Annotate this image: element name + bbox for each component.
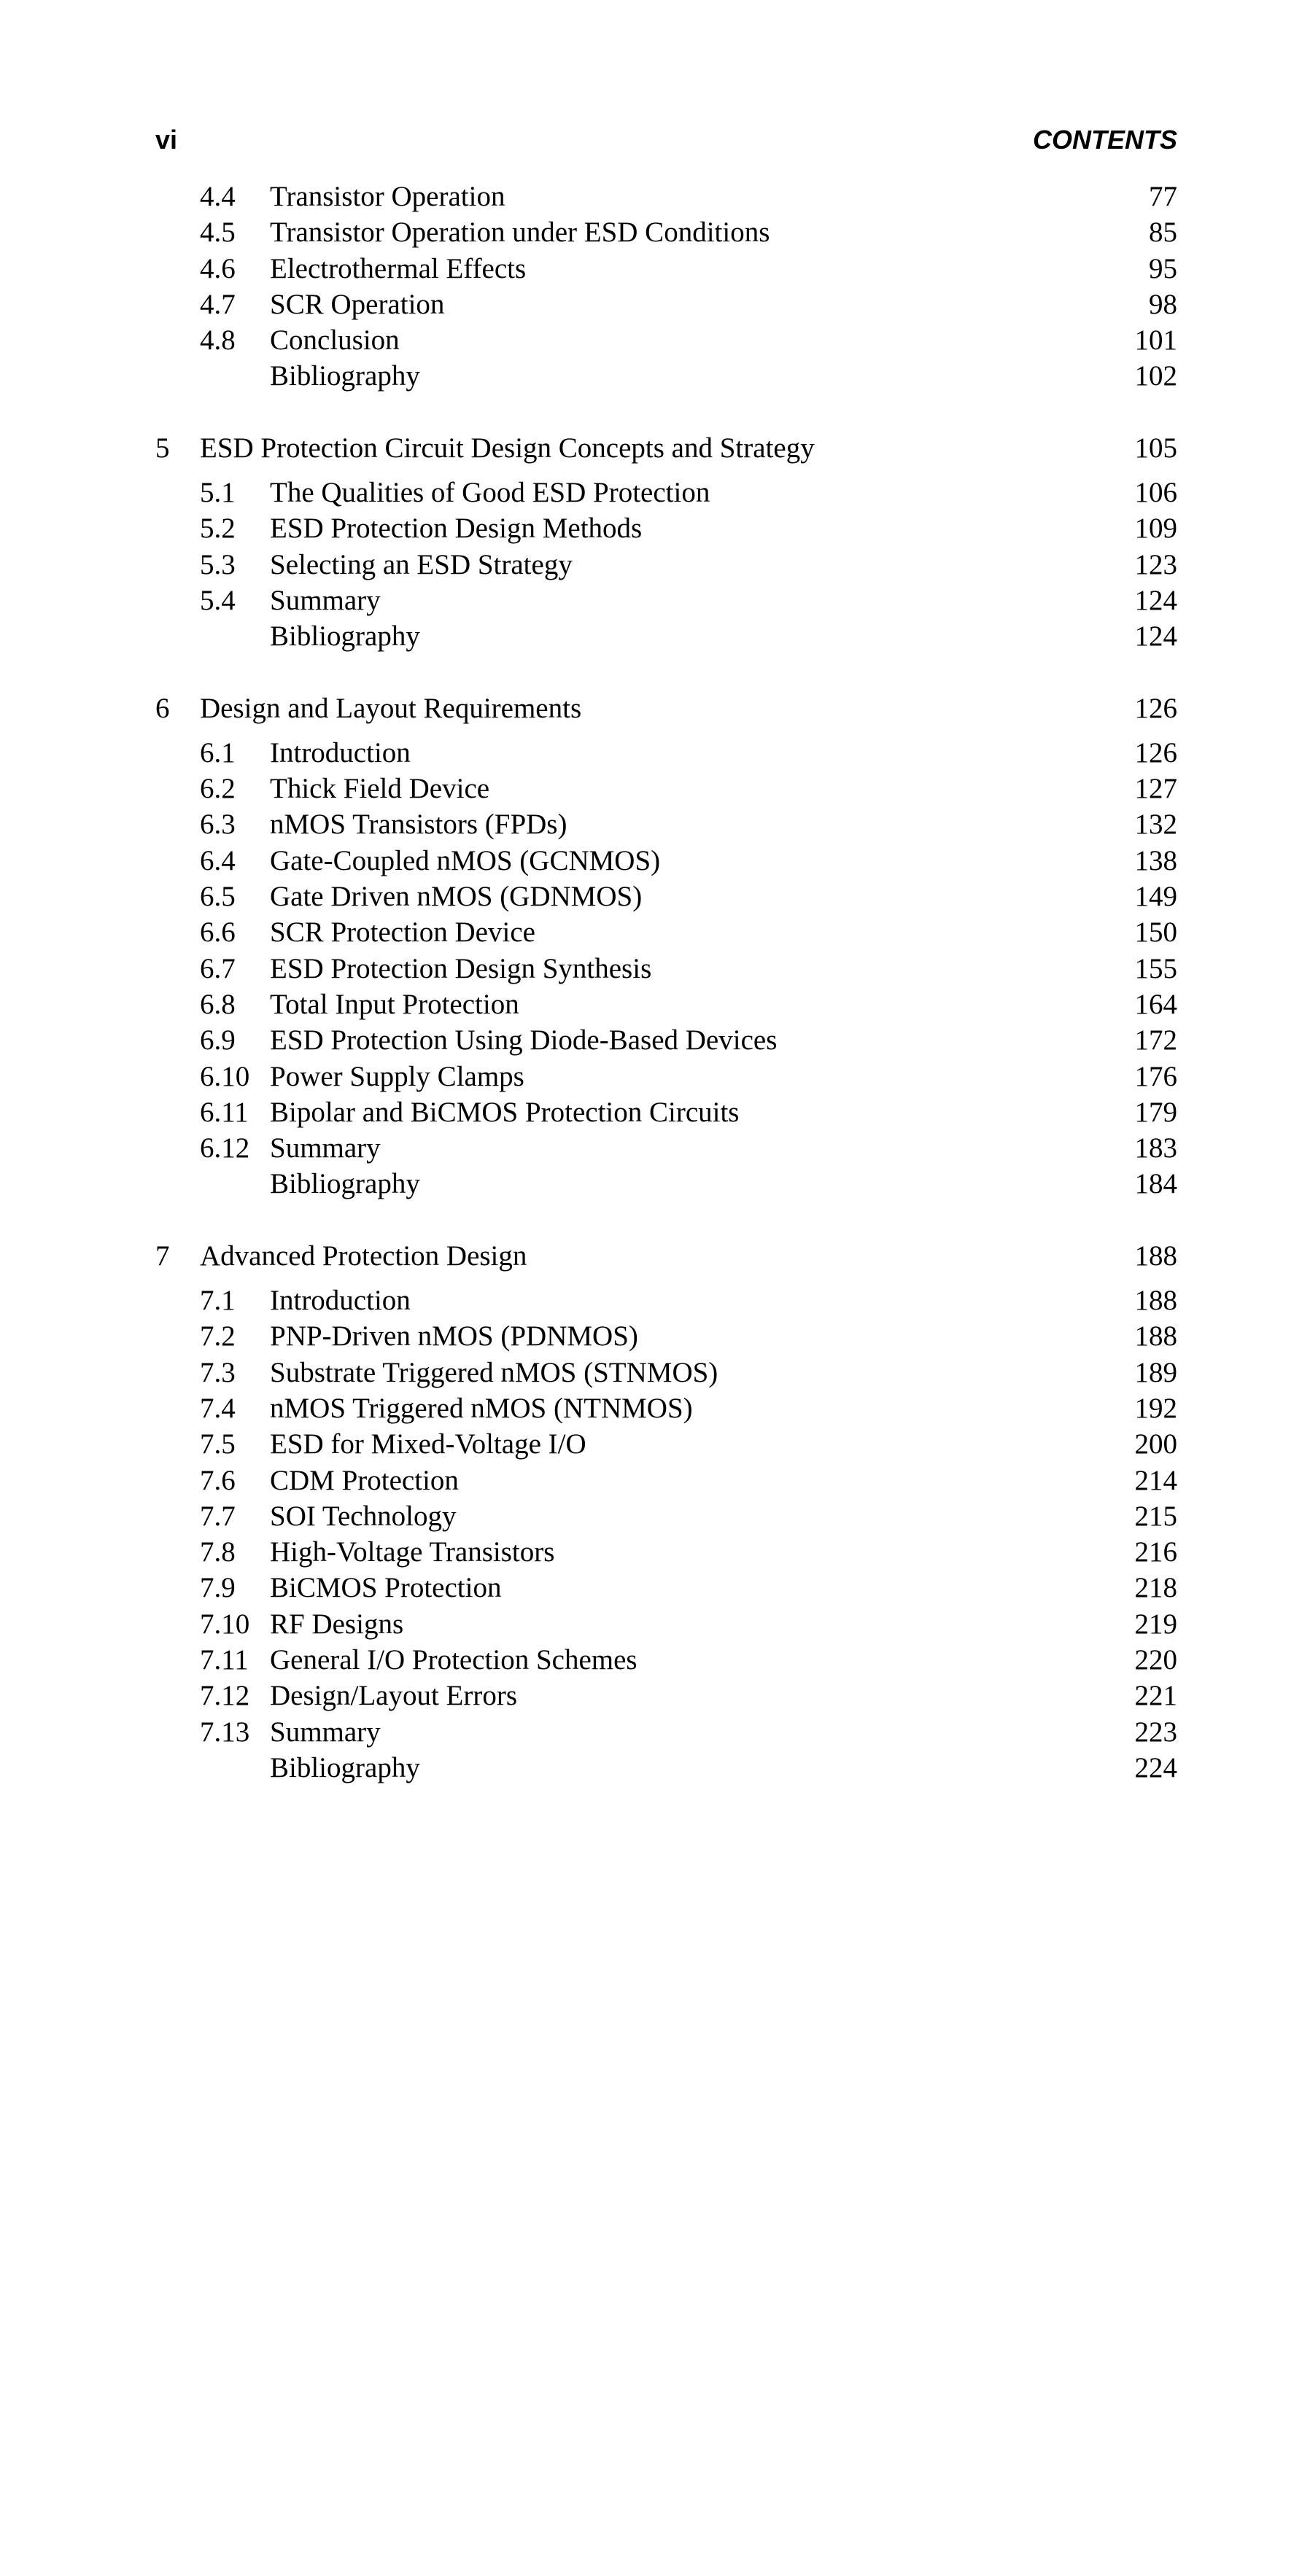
section-number: 5.2 <box>200 513 236 545</box>
section-title: Power Supply Clamps <box>270 1060 524 1092</box>
toc-section-entry <box>155 1355 1177 1390</box>
section-title: Selecting an ESD Strategy <box>270 548 573 580</box>
page-number: 109 <box>1134 513 1177 545</box>
page-number: 85 <box>1149 217 1177 249</box>
section-title: The Qualities of Good ESD Protection <box>270 477 710 509</box>
running-head-title: CONTENTS <box>1033 125 1177 155</box>
toc-section-entry <box>155 735 1177 771</box>
section-number: 6.9 <box>200 1024 236 1057</box>
section-number: 6.6 <box>200 917 236 949</box>
chapter-title: Advanced Protection Design <box>200 1240 527 1272</box>
toc-section-entry <box>155 1678 1177 1713</box>
page-number: 200 <box>1134 1428 1177 1460</box>
section-number: 7.10 <box>200 1608 250 1640</box>
section-number: 6.8 <box>200 988 236 1020</box>
toc-section-entry <box>155 214 1177 250</box>
section-title: SCR Operation <box>270 288 445 320</box>
section-number: 5.1 <box>200 477 236 509</box>
page-number: 188 <box>1134 1240 1177 1272</box>
chapter-title: ESD Protection Circuit Design Concepts and Strategy <box>200 432 815 464</box>
toc-section-entry <box>155 843 1177 879</box>
page-number: 223 <box>1134 1716 1177 1748</box>
page-number: 224 <box>1134 1751 1177 1783</box>
section-number: 5.4 <box>200 584 236 616</box>
section-title: CDM Protection <box>270 1464 459 1496</box>
section-title: Total Input Protection <box>270 988 519 1020</box>
page-number: 127 <box>1134 773 1177 805</box>
toc-section-entry <box>155 1094 1177 1130</box>
section-number: 7.13 <box>200 1716 250 1748</box>
section-number: 7.7 <box>200 1500 236 1532</box>
section-title: High-Voltage Transistors <box>270 1536 555 1568</box>
section-number: 7.9 <box>200 1572 236 1604</box>
page-number: 123 <box>1134 548 1177 580</box>
table-of-contents <box>155 179 1177 1786</box>
page-number: 183 <box>1134 1132 1177 1164</box>
chapter-number: 6 <box>155 692 170 724</box>
section-title: PNP-Driven nMOS (PDNMOS) <box>270 1320 638 1353</box>
section-title: Design/Layout Errors <box>270 1680 518 1712</box>
section-title: RF Designs <box>270 1608 404 1640</box>
page-number: 155 <box>1134 952 1177 984</box>
page-number: 132 <box>1134 809 1177 841</box>
page-number: 126 <box>1134 736 1177 768</box>
section-title: Substrate Triggered nMOS (STNMOS) <box>270 1356 718 1388</box>
toc-section-entry <box>155 771 1177 806</box>
section-title: nMOS Transistors (FPDs) <box>270 809 567 841</box>
toc-section-entry <box>155 1318 1177 1354</box>
section-title: Bibliography <box>270 1751 420 1783</box>
toc-section-entry <box>155 583 1177 618</box>
section-title: SCR Protection Device <box>270 917 535 949</box>
section-number: 6.10 <box>200 1060 250 1092</box>
section-title: ESD Protection Design Methods <box>270 513 643 545</box>
toc-section-entry <box>155 1022 1177 1058</box>
section-title: nMOS Triggered nMOS (NTNMOS) <box>270 1392 693 1424</box>
page-number: 221 <box>1134 1680 1177 1712</box>
section-title: BiCMOS Protection <box>270 1572 502 1604</box>
toc-section-entry <box>155 1642 1177 1678</box>
toc-section-entry <box>155 1570 1177 1606</box>
page-number: 218 <box>1134 1572 1177 1604</box>
section-title: ESD Protection Using Diode-Based Devices <box>270 1024 778 1057</box>
section-title: Transistor Operation <box>270 181 505 212</box>
section-number: 7.3 <box>200 1356 236 1388</box>
toc-section-entry <box>155 475 1177 510</box>
toc-section-entry <box>155 547 1177 583</box>
toc-section-entry <box>155 1606 1177 1642</box>
page-number: 164 <box>1134 988 1177 1020</box>
page-number: 216 <box>1134 1536 1177 1568</box>
chapter-title: Design and Layout Requirements <box>200 692 582 724</box>
toc-section-entry <box>155 251 1177 287</box>
page-number: 220 <box>1134 1643 1177 1676</box>
toc-section-entry <box>155 179 1177 214</box>
toc-section-entry <box>155 1463 1177 1498</box>
section-title: SOI Technology <box>270 1500 457 1532</box>
section-number: 4.4 <box>200 181 236 212</box>
section-title: Introduction <box>270 736 411 768</box>
toc-section-entry <box>155 914 1177 950</box>
page-number: 95 <box>1149 252 1177 284</box>
section-number: 4.7 <box>200 288 236 320</box>
chapter-number: 5 <box>155 432 170 464</box>
section-number: 4.6 <box>200 252 236 284</box>
section-number: 7.12 <box>200 1680 250 1712</box>
section-number: 6.5 <box>200 881 236 913</box>
section-title: Transistor Operation under ESD Conditions <box>270 217 770 249</box>
toc-section-entry <box>155 1283 1177 1318</box>
toc-chapter-entry <box>155 1238 1177 1274</box>
page-number: 172 <box>1134 1024 1177 1057</box>
section-number: 6.11 <box>200 1096 249 1128</box>
toc-section-entry <box>155 1426 1177 1462</box>
toc-section-entry <box>155 1498 1177 1534</box>
section-title: Summary <box>270 1716 381 1748</box>
page-number: 77 <box>1149 181 1177 212</box>
toc-section-entry <box>155 879 1177 914</box>
section-title: Summary <box>270 1132 381 1164</box>
page-number: 219 <box>1134 1608 1177 1640</box>
chapter-number: 7 <box>155 1240 170 1272</box>
page-number: 214 <box>1134 1464 1177 1496</box>
page-number: 102 <box>1134 360 1177 392</box>
toc-section-entry <box>155 987 1177 1022</box>
section-title: Summary <box>270 584 381 616</box>
section-title: Thick Field Device <box>270 773 490 805</box>
page-number: 179 <box>1134 1096 1177 1128</box>
section-number: 7.6 <box>200 1464 236 1496</box>
toc-section-entry <box>155 1130 1177 1166</box>
section-number: 4.8 <box>200 324 236 357</box>
section-title: General I/O Protection Schemes <box>270 1643 637 1676</box>
section-number: 6.2 <box>200 773 236 805</box>
page-number: 188 <box>1134 1320 1177 1353</box>
section-number: 6.4 <box>200 844 236 876</box>
page-number: 98 <box>1149 288 1177 320</box>
section-number: 6.12 <box>200 1132 250 1164</box>
toc-chapter-entry <box>155 690 1177 726</box>
running-head <box>155 120 1177 160</box>
section-number: 6.1 <box>200 736 236 768</box>
toc-section-entry <box>155 1750 1177 1786</box>
section-number: 4.5 <box>200 217 236 249</box>
section-title: Gate Driven nMOS (GDNMOS) <box>270 881 643 913</box>
page-number: 184 <box>1134 1168 1177 1200</box>
section-title: Introduction <box>270 1285 411 1317</box>
toc-section-entry <box>155 1534 1177 1570</box>
toc-section-entry <box>155 1390 1177 1426</box>
toc-chapter-entry <box>155 430 1177 466</box>
toc-section-entry <box>155 1059 1177 1094</box>
section-number: 6.7 <box>200 952 236 984</box>
section-number: 7.5 <box>200 1428 236 1460</box>
toc-section-entry <box>155 287 1177 322</box>
page-number: 188 <box>1134 1285 1177 1317</box>
section-number: 6.3 <box>200 809 236 841</box>
toc-section-entry <box>155 806 1177 842</box>
section-number: 5.3 <box>200 548 236 580</box>
section-number: 7.2 <box>200 1320 236 1353</box>
page-number: 126 <box>1134 692 1177 724</box>
page-folio: vi <box>155 125 178 155</box>
page-number: 124 <box>1134 620 1177 653</box>
toc-section-entry <box>155 358 1177 394</box>
section-number: 7.4 <box>200 1392 236 1424</box>
page-number: 149 <box>1134 881 1177 913</box>
section-number: 7.8 <box>200 1536 236 1568</box>
page-number: 215 <box>1134 1500 1177 1532</box>
section-title: Bibliography <box>270 360 420 392</box>
section-title: Bibliography <box>270 620 420 653</box>
section-title: Conclusion <box>270 324 400 357</box>
page-number: 138 <box>1134 844 1177 876</box>
toc-section-entry <box>155 1166 1177 1202</box>
page-number: 150 <box>1134 917 1177 949</box>
section-title: ESD Protection Design Synthesis <box>270 952 652 984</box>
toc-section-entry <box>155 322 1177 358</box>
section-number: 7.11 <box>200 1643 249 1676</box>
page-number: 189 <box>1134 1356 1177 1388</box>
toc-section-entry <box>155 618 1177 654</box>
section-title: Electrothermal Effects <box>270 252 527 284</box>
toc-section-entry <box>155 510 1177 546</box>
page-number: 105 <box>1134 432 1177 464</box>
section-title: Gate-Coupled nMOS (GCNMOS) <box>270 844 661 876</box>
page-number: 124 <box>1134 584 1177 616</box>
toc-section-entry <box>155 951 1177 987</box>
section-title: Bibliography <box>270 1168 420 1200</box>
toc-section-entry <box>155 1714 1177 1750</box>
page-number: 176 <box>1134 1060 1177 1092</box>
page-number: 101 <box>1134 324 1177 357</box>
section-number: 7.1 <box>200 1285 236 1317</box>
section-title: Bipolar and BiCMOS Protection Circuits <box>270 1096 740 1128</box>
page-number: 106 <box>1134 477 1177 509</box>
page-number: 192 <box>1134 1392 1177 1424</box>
section-title: ESD for Mixed-Voltage I/O <box>270 1428 586 1460</box>
